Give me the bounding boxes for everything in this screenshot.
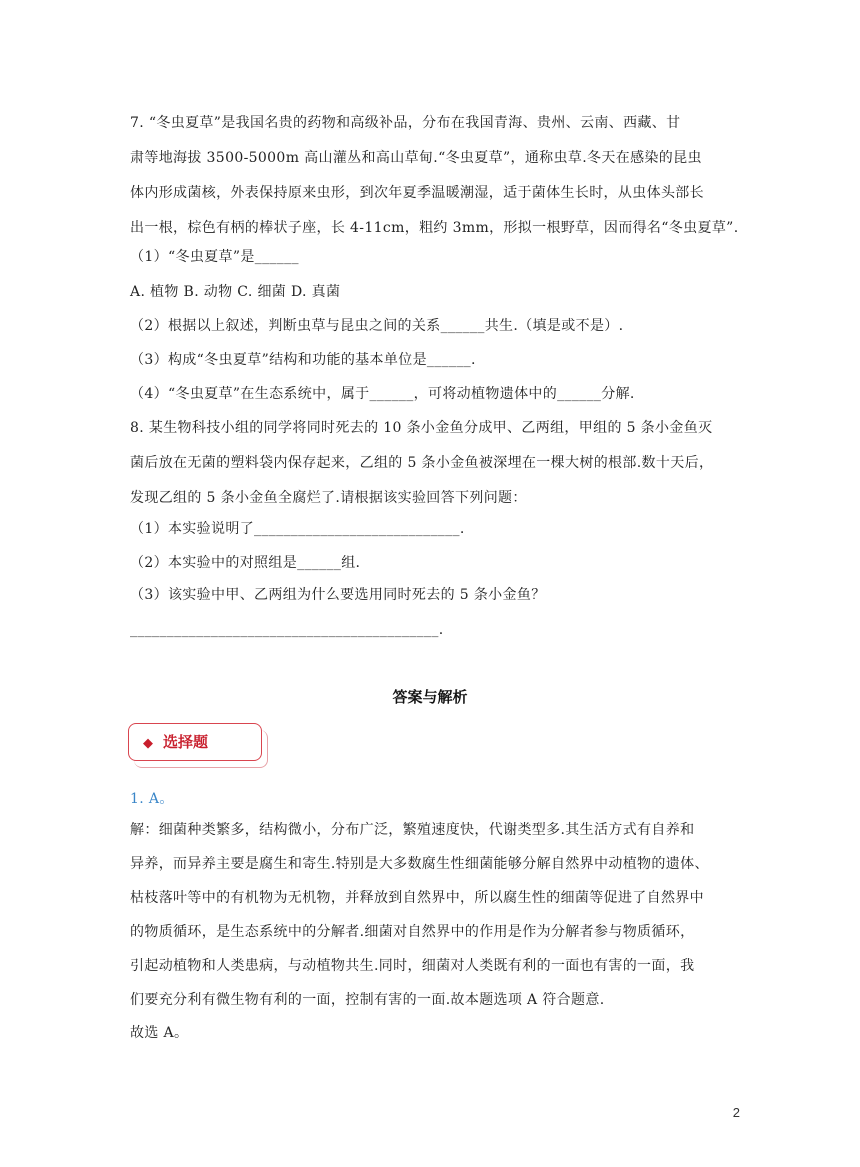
question-8-subquestion-1: （1）本实验说明了____________________________. — [130, 521, 465, 537]
question-8-subquestion-2: （2）本实验中的对照组是______组. — [130, 555, 361, 571]
diamond-icon: ◆ — [143, 736, 153, 751]
question-7-line: 出一根，棕色有柄的棒状子座，长 4-11cm，粗约 3mm，形拟一根野草，因而得名“冬虫夏草”. — [130, 220, 739, 236]
question-8-answer-blank: __________________________________________. — [130, 622, 444, 638]
explanation-line: 引起动植物和人类患病，与动植物共生.同时，细菌对人类既有利的一面也有害的一面，我 — [130, 958, 695, 974]
question-7-line: 肃等地海拔 3500-5000m 高山灌丛和高山草甸.“冬虫夏草”，通称虫草.冬天在感染的昆虫 — [130, 150, 702, 166]
question-7-subquestion-2: （2）根据以上叙述，判断虫草与昆虫之间的关系______共生.（填是或不是）. — [130, 318, 624, 334]
question-7-line: 7. “冬虫夏草”是我国名贵的药物和高级补品，分布在我国青海、贵州、云南、西藏、甘 — [130, 115, 681, 131]
section-title: 答案与解析 — [392, 688, 468, 706]
explanation-line: 异养，而异养主要是腐生和寄生.特别是大多数腐生性细菌能够分解自然界中动植物的遗体、 — [130, 856, 709, 872]
question-8-subquestion-3: （3）该实验中甲、乙两组为什么要选用同时死去的 5 条小金鱼？ — [130, 587, 546, 603]
question-7-subquestion-3: （3）构成“冬虫夏草”结构和功能的基本单位是______. — [130, 352, 476, 368]
explanation-line: 解：细菌种类繁多，结构微小，分布广泛，繁殖速度快，代谢类型多.其生活方式有自养和 — [130, 822, 695, 838]
final-answer: 故选 A。 — [130, 1025, 189, 1041]
answer-number: 1. — [130, 791, 145, 807]
explanation-line: 的物质循环，是生态系统中的分解者.细菌对自然界中的作用是作为分解者参与物质循环， — [130, 924, 695, 940]
question-8-line: 菌后放在无菌的塑料袋内保存起来，乙组的 5 条小金鱼被深埋在一棵大树的根部.数十天后， — [130, 455, 714, 471]
question-8-line: 发现乙组的 5 条小金鱼全腐烂了.请根据该实验回答下列问题： — [130, 490, 527, 506]
page-number: 2 — [732, 1105, 740, 1120]
answer-choice: A。 — [148, 791, 174, 807]
question-8-line: 8. 某生物科技小组的同学将同时死去的 10 条小金鱼分成甲、乙两组，甲组的 5 条小金鱼灭 — [130, 420, 713, 436]
question-7-subquestion-1: （1）“冬虫夏草”是______ — [130, 249, 299, 265]
question-7-subquestion-4: （4）“冬虫夏草”在生态系统中，属于______，可将动植物遗体中的______分解. — [130, 386, 635, 402]
question-7-options: A. 植物 B. 动物 C. 细菌 D. 真菌 — [130, 284, 341, 300]
question-7-line: 体内形成菌核，外表保持原来虫形，到次年夏季温暖潮湿，适于菌体生长时，从虫体头部长 — [130, 185, 704, 201]
badge-label: 选择题 — [163, 733, 209, 751]
explanation-line: 们要充分利有微生物有利的一面，控制有害的一面.故本题选项 A 符合题意. — [130, 992, 605, 1008]
answer-1-header — [130, 789, 730, 809]
explanation-line: 枯枝落叶等中的有机物为无机物，并释放到自然界中，所以腐生性的细菌等促进了自然界中 — [130, 890, 704, 906]
section-badge — [128, 723, 262, 761]
